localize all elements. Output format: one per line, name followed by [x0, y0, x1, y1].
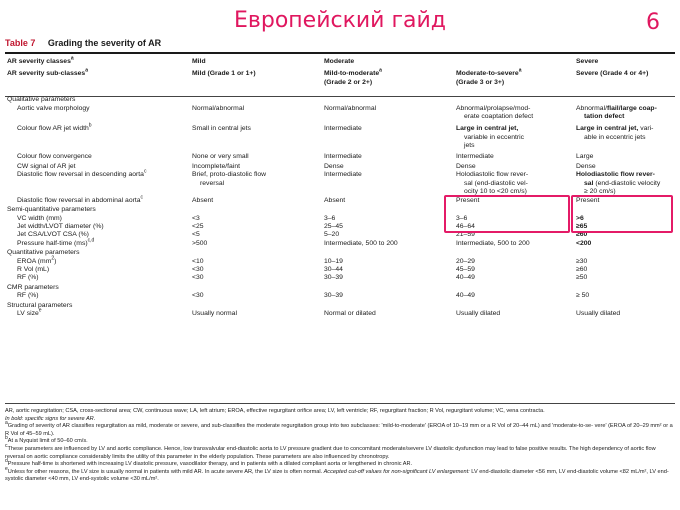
footnote-bold-note: In bold: specific signs for severe AR. — [5, 415, 96, 422]
table-row: EROA $(mm^2)$ <10 10–19 20–29 ≥30 — [17, 255, 588, 265]
section-structural: Structural parameters — [7, 301, 73, 309]
table-row: VC width (mm) <3 3–6 3–6 >6 — [17, 214, 584, 222]
highlight-box-moderate-to-severe — [444, 195, 570, 233]
table-title: Grading the severity of AR — [47, 38, 162, 48]
table-footnotes — [5, 408, 673, 484]
table-row: Jet CSA/LVOT CSA (%) <5 5–20 21–59 ≥60 — [17, 231, 588, 239]
table-row: Colour flow AR jet width$^b$ Small in central jets Intermediate Large in central jet, variable in eccentric jets Large in central jet, vari- able in eccentric jets — [17, 123, 654, 150]
table-row: CW signal of AR jet Incomplete/faint Dense Dense Dense — [17, 163, 596, 171]
section-semi-quantitative: Semi-quantitative parameters — [7, 206, 96, 214]
table-row: RF (%) <30 30–39 40–49 ≥50 — [17, 274, 588, 282]
table-row: Pressure half-time (ms)$^{c,d}$ >500 Intermediate, 500 to 200 Intermediate, 500 to 200 <200 — [17, 237, 592, 247]
table-row: Jet width/LVOT diameter (%) <25 25–45 46–64 ≥65 — [17, 222, 588, 230]
table-row: LV size$^e$ Usually normal Normal or dilated Usually dilated Usually dilated — [17, 307, 621, 317]
section-quantitative: Quantitative parameters — [7, 249, 80, 257]
footnote-a: $^a$Grading of severity of AR classifies regurgitation as mild, moderate or severe, and sub-classifies the moderate regurgitation group into two subclasses: 'mild-to-moderate' (EROA of 10–19 mm or a R Vol of 20–44 mL) and 'moderate-to-se- vere' (EROA of 20–29 mm² or a R Vol of 45–59 mL). — [5, 420, 673, 437]
table-row: Aortic valve morphology Normal/abnormal Normal/abnormal Abnormal/prolapse/mod- erate coaptation defect Abnormal/flail/large coap- tation defect — [17, 104, 657, 121]
footnote-d: $^d$Pressure half-time is shortened with increasing LV diastolic pressure, vasodilator therapy, and in patients with a dilated compliant aorta or lengthened in chronic AR. — [5, 458, 413, 468]
table-row: RF (%) <30 30–39 40–49 ≥ 50 — [17, 292, 590, 300]
header-row-subclasses: AR severity sub-classes$^a$ Mild (Grade 1 or 1+) Mild-to-moderate$^a$ (Grade 2 or 2+) Moderate-to-severe$^a$ (Grade 3 or 3+) Severe (Grade 4 or 4+) — [7, 68, 649, 86]
table-row: Diastolic flow reversal in descending aorta$^c$ Brief, proto-diastolic flow reversal Intermediate Holodiastolic flow rever- sal (end-diastolic vel- ocity 10 to <20 cm/s) Holodiastolic flow rever- sal (end-diastolic velocity ≥ 20 cm/s) — [17, 169, 661, 196]
highlight-box-severe — [571, 195, 673, 233]
table-caption — [5, 38, 673, 52]
header-row-classes: AR severity classes$^a$ Mild Moderate Severe — [7, 55, 599, 65]
footnote-b: $^b$At a Nyquist limit of 50–60 cm/s. — [5, 435, 88, 445]
table-bottom-rule — [5, 403, 675, 404]
footnote-c: $^c$These parameters are influenced by LV and aortic compliance. Hence, low transvalvular end-diastolic aorta to LV pressure gradient due to concomitant moderate/severe LV diastolic dysfunction may lead to false positive results. The high dependency of aortic flow reversal on aortic compliance considerably limits the utility of this parameter in the elderly population. These parameters are also influenced by chronotropy. — [5, 443, 656, 460]
slide-page-number: 6 — [646, 10, 660, 35]
ar-severity-table — [5, 55, 675, 318]
table-number: Table 7 — [5, 38, 36, 48]
table-row: Diastolic flow reversal in abdominal aorta$^c$ Absent Absent Present Present — [17, 194, 600, 204]
caption-rule — [5, 52, 675, 54]
slide-title: Европейский гайд — [233, 8, 447, 33]
footnote-e: $^e$Unless for other reasons, the LV size is usually normal in patients with mild AR. In acute severe AR, the LV size is often normal. Accepted cut-off values for non-significant LV enlargement: LV end-diastolic diameter <56 mm, LV end-diastolic volume <82 mL/m², LV end-systolic diameter <40 mm, LV end-systolic volume <30 mL/m². — [5, 465, 669, 483]
section-cmr: CMR parameters — [7, 283, 59, 291]
section-qualitative: Qualitative parameters — [7, 96, 76, 104]
table-row: Colour flow convergence None or very small Intermediate Intermediate Large — [17, 152, 594, 160]
footnote-abbreviations: AR, aortic regurgitation; CSA, cross-sectional area; CW, continuous wave; LA, left atrium; EROA, effective regurgitant orifice area; LV, left ventricle; RF, regurgitant fraction; R Vol, regurgitant volume; VC, vena contracta. — [5, 408, 545, 414]
table-row: R Vol (mL) <30 30–44 45–59 ≥60 — [17, 265, 588, 273]
